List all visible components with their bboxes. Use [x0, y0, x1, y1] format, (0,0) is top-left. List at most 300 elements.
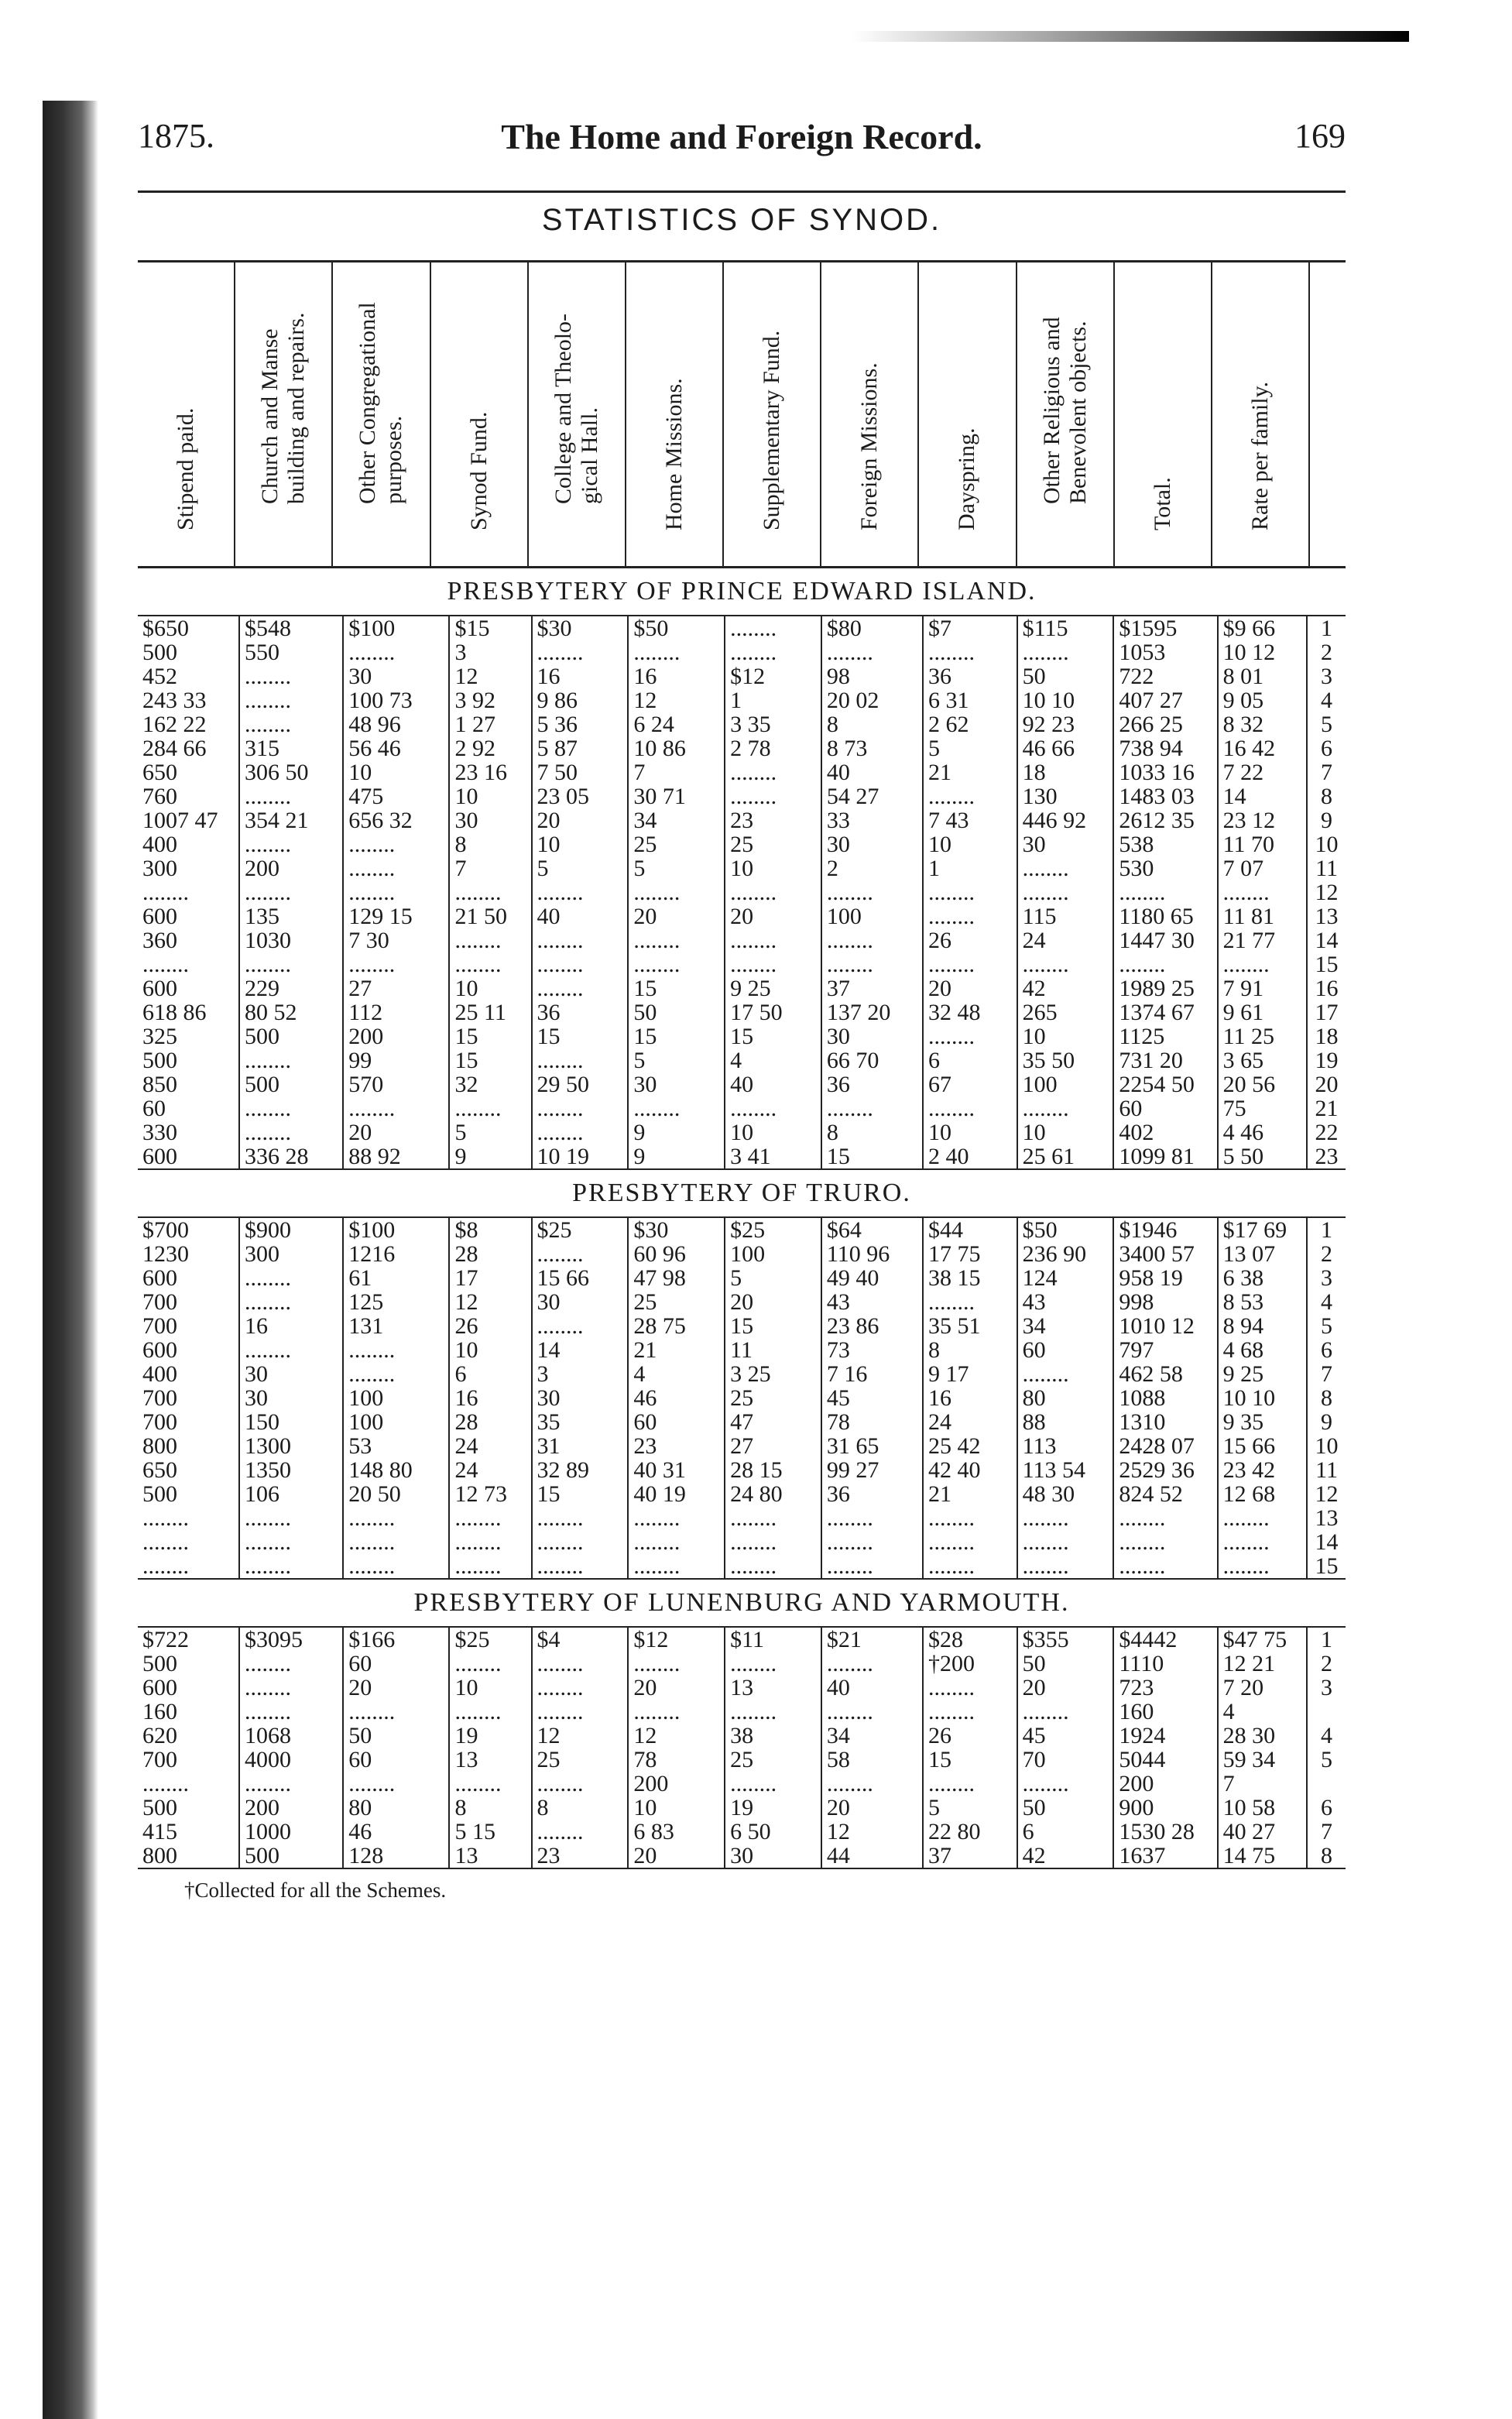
- table-row: [138, 1652, 1346, 1676]
- table-cell: 15: [923, 1748, 1017, 1772]
- table-cell: ........: [239, 1506, 343, 1530]
- table-cell: ........: [1017, 1506, 1114, 1530]
- table-cell: 1350: [239, 1458, 343, 1482]
- table-cell: ........: [449, 1096, 531, 1120]
- table-row: [138, 1482, 1346, 1506]
- table-cell: 1989 25: [1113, 976, 1217, 1000]
- table-cell: ........: [239, 664, 343, 688]
- table-cell: 5: [628, 1048, 725, 1072]
- table-cell: ........: [923, 1676, 1017, 1700]
- table-row: [138, 1362, 1346, 1386]
- table-cell: ........: [1017, 640, 1114, 664]
- table-cell: 15: [821, 1144, 923, 1169]
- table-cell: 29 50: [532, 1072, 629, 1096]
- table-cell: ........: [821, 880, 923, 904]
- table-cell: ........: [449, 880, 531, 904]
- table-cell: 40 31: [628, 1458, 725, 1482]
- table-cell: 40 19: [628, 1482, 725, 1506]
- table-cell: ........: [343, 1096, 449, 1120]
- table-cell: 31 65: [821, 1434, 923, 1458]
- congregation-number: 5: [1307, 1748, 1346, 1772]
- table-cell: 200: [239, 856, 343, 880]
- table-cell: ........: [628, 880, 725, 904]
- table-row: [138, 1458, 1346, 1482]
- table-row: [138, 856, 1346, 880]
- table-cell: 38: [725, 1724, 821, 1748]
- table-cell: ........: [725, 1506, 821, 1530]
- table-cell: ........: [142, 880, 189, 904]
- column-header-label: Other Religious and Benevolent objects.: [1038, 317, 1091, 504]
- table-cell: $30: [628, 1217, 725, 1242]
- table-cell: 1300: [239, 1434, 343, 1458]
- table-cell: ........: [343, 1530, 449, 1554]
- table-cell: $17 69: [1218, 1217, 1307, 1242]
- table-cell: ........: [628, 1096, 725, 1120]
- table-cell: 10 58: [1218, 1796, 1307, 1820]
- table-cell: 13: [449, 1748, 531, 1772]
- table-cell: 25 11: [449, 1000, 531, 1024]
- table-cell: $900: [239, 1217, 343, 1242]
- table-cell: 48 96: [343, 712, 449, 736]
- table-cell: 5 15: [449, 1820, 531, 1844]
- table-cell: ........: [449, 952, 531, 976]
- table-cell: 11 25: [1218, 1024, 1307, 1048]
- presbytery-sections: [138, 568, 1346, 1869]
- congregation-number: 1: [1307, 616, 1346, 640]
- table-cell: 7 16: [821, 1362, 923, 1386]
- table-cell: 200: [1113, 1772, 1217, 1796]
- table-cell: 7 07: [1218, 856, 1307, 880]
- statistics-table: [138, 615, 1346, 1170]
- table-cell: 60: [628, 1410, 725, 1434]
- table-cell: 3 25: [725, 1362, 821, 1386]
- table-cell: ........: [628, 1554, 725, 1579]
- table-cell: ........: [532, 976, 629, 1000]
- table-cell: 7 50: [532, 760, 629, 784]
- table-cell: 1125: [1113, 1024, 1217, 1048]
- table-cell: ........: [449, 1772, 531, 1796]
- table-cell: 407 27: [1113, 688, 1217, 712]
- congregation-number: 4: [1307, 1290, 1346, 1314]
- table-cell: 6 38: [1218, 1266, 1307, 1290]
- table-cell: 67: [923, 1072, 1017, 1096]
- table-cell: 30: [821, 1024, 923, 1048]
- table-cell: 160: [1113, 1700, 1217, 1724]
- table-cell: 50: [1017, 1652, 1114, 1676]
- table-cell: 66 70: [821, 1048, 923, 1072]
- table-cell: 17: [449, 1266, 531, 1290]
- table-cell: 34: [628, 808, 725, 832]
- table-cell: 265: [1017, 1000, 1114, 1024]
- table-cell: 24: [449, 1434, 531, 1458]
- table-cell: 25: [532, 1748, 629, 1772]
- congregation-number: 9: [1307, 808, 1346, 832]
- book-spine-shadow: [43, 101, 98, 2419]
- table-cell: 475: [343, 784, 449, 808]
- table-cell: 21: [923, 1482, 1017, 1506]
- table-cell: 10: [449, 1338, 531, 1362]
- table-cell: 24: [1017, 928, 1114, 952]
- table-cell: 570: [343, 1072, 449, 1096]
- table-cell: ........: [449, 1700, 531, 1724]
- table-cell: 2 40: [923, 1144, 1017, 1169]
- table-cell: 16: [923, 1386, 1017, 1410]
- table-cell: 200: [239, 1796, 343, 1820]
- table-cell: 900: [1113, 1796, 1217, 1820]
- table-cell: 236 90: [1017, 1242, 1114, 1266]
- table-cell: 150: [239, 1410, 343, 1434]
- table-cell: 2 62: [923, 712, 1017, 736]
- table-cell: $100: [343, 1217, 449, 1242]
- table-cell: 8: [821, 1120, 923, 1144]
- table-cell: 10 86: [628, 736, 725, 760]
- table-cell: 200: [343, 1024, 449, 1048]
- table-cell: ........: [532, 1530, 629, 1554]
- column-header: [722, 262, 820, 566]
- table-cell: 23: [628, 1434, 725, 1458]
- table-cell: 5: [449, 1120, 531, 1144]
- table-cell: 21: [628, 1338, 725, 1362]
- table-cell: 13: [449, 1844, 531, 1868]
- table-cell: ........: [725, 1530, 821, 1554]
- table-cell: ........: [239, 1554, 343, 1579]
- table-cell: 1216: [343, 1242, 449, 1266]
- table-cell: ........: [923, 952, 1017, 976]
- table-cell: 700: [142, 1748, 177, 1772]
- table-cell: ........: [1218, 1530, 1307, 1554]
- table-cell: ........: [1017, 1362, 1114, 1386]
- column-header-label: Other Congregational purposes.: [355, 302, 407, 504]
- table-cell: ........: [239, 1676, 343, 1700]
- table-cell: 8: [821, 712, 923, 736]
- table-cell: 3400 57: [1113, 1242, 1217, 1266]
- congregation-number: 6: [1307, 1338, 1346, 1362]
- congregation-number: 5: [1307, 712, 1346, 736]
- table-cell: 35: [532, 1410, 629, 1434]
- table-cell: 23 16: [449, 760, 531, 784]
- table-cell: 1030: [239, 928, 343, 952]
- congregation-number: 5: [1307, 1314, 1346, 1338]
- congregation-number: 4: [1307, 688, 1346, 712]
- table-cell: 13 07: [1218, 1242, 1307, 1266]
- table-cell: 34: [1017, 1314, 1114, 1338]
- table-cell: ........: [1017, 1530, 1114, 1554]
- table-cell: ........: [821, 1096, 923, 1120]
- table-cell: 23: [725, 808, 821, 832]
- table-cell: 5 50: [1218, 1144, 1307, 1169]
- table-cell: ........: [239, 880, 343, 904]
- table-cell: $4: [532, 1627, 629, 1652]
- table-cell: 28 75: [628, 1314, 725, 1338]
- table-cell: 113 54: [1017, 1458, 1114, 1482]
- table-row: [138, 664, 1346, 688]
- table-cell: 1007 47: [142, 808, 218, 832]
- table-cell: 1530 28: [1113, 1820, 1217, 1844]
- table-cell: 60: [1017, 1338, 1114, 1362]
- table-cell: ........: [138, 1554, 239, 1579]
- table-cell: $166: [343, 1627, 449, 1652]
- congregation-number: 14: [1307, 1530, 1346, 1554]
- table-cell: ........: [343, 640, 449, 664]
- table-row: [138, 1724, 1346, 1748]
- table-cell: $548: [239, 616, 343, 640]
- table-cell: 30: [449, 808, 531, 832]
- table-cell: 16 42: [1218, 736, 1307, 760]
- table-cell: ........: [725, 616, 821, 640]
- table-cell: 722: [1113, 664, 1217, 688]
- congregation-number: 3: [1307, 1266, 1346, 1290]
- congregation-number: 19: [1307, 1048, 1346, 1072]
- congregation-number: 2: [1307, 640, 1346, 664]
- table-cell: ........: [239, 1530, 343, 1554]
- column-header-label: Home Missions.: [660, 378, 687, 530]
- table-cell: 400: [142, 1362, 177, 1386]
- table-row: [138, 760, 1346, 784]
- table-cell: ........: [923, 1700, 1017, 1724]
- table-cell: ........: [239, 952, 343, 976]
- table-row: [138, 1266, 1346, 1290]
- column-header: [527, 262, 625, 566]
- table-cell: ........: [239, 1652, 343, 1676]
- table-cell: ........: [343, 1338, 449, 1362]
- table-cell: 42: [1017, 976, 1114, 1000]
- table-row: [138, 1000, 1346, 1024]
- table-cell: 88 92: [343, 1144, 449, 1169]
- table-cell: ........: [1017, 1700, 1114, 1724]
- table-cell: ........: [821, 1700, 923, 1724]
- congregation-number: 21: [1307, 1096, 1346, 1120]
- table-cell: 61: [343, 1266, 449, 1290]
- table-cell: 18: [1017, 760, 1114, 784]
- table-cell: 11 81: [1218, 904, 1307, 928]
- table-cell: ........: [449, 1554, 531, 1579]
- table-cell: ........: [239, 712, 343, 736]
- column-headers: [138, 260, 1346, 568]
- table-cell: 24 80: [725, 1482, 821, 1506]
- table-cell: 8: [532, 1796, 629, 1820]
- table-cell: 36: [532, 1000, 629, 1024]
- table-cell: 2254 50: [1113, 1072, 1217, 1096]
- table-cell: 20: [343, 1120, 449, 1144]
- table-cell: 5044: [1113, 1748, 1217, 1772]
- table-cell: 336 28: [239, 1144, 343, 1169]
- table-cell: 23 05: [532, 784, 629, 808]
- table-cell: 30: [343, 664, 449, 688]
- table-row: [138, 1386, 1346, 1410]
- table-cell: 46 66: [1017, 736, 1114, 760]
- table-cell: 47 98: [628, 1266, 725, 1290]
- table-cell: 35 50: [1017, 1048, 1114, 1072]
- table-cell: 50: [343, 1724, 449, 1748]
- table-cell: 56 46: [343, 736, 449, 760]
- table-cell: 40: [821, 1676, 923, 1700]
- table-cell: 47: [725, 1410, 821, 1434]
- table-cell: 100: [343, 1386, 449, 1410]
- table-cell: 8 01: [1218, 664, 1307, 688]
- table-cell: 656 32: [343, 808, 449, 832]
- congregation-number: 10: [1307, 832, 1346, 856]
- table-cell: 850: [142, 1072, 177, 1096]
- table-cell: ........: [449, 1530, 531, 1554]
- table-cell: ........: [532, 1772, 629, 1796]
- column-header-label: College and Theolo- gical Hall.: [550, 313, 602, 504]
- congregation-number: 2: [1307, 1242, 1346, 1266]
- table-cell: 9 05: [1218, 688, 1307, 712]
- table-cell: ........: [628, 1700, 725, 1724]
- table-cell: 54 27: [821, 784, 923, 808]
- table-cell: ........: [725, 1700, 821, 1724]
- table-cell: 2529 36: [1113, 1458, 1217, 1482]
- table-cell: 75: [1218, 1096, 1307, 1120]
- table-cell: $25: [449, 1627, 531, 1652]
- congregation-number: 20: [1307, 1072, 1346, 1096]
- table-cell: ........: [923, 904, 1017, 928]
- table-cell: 550: [239, 640, 343, 664]
- table-cell: 16: [239, 1314, 343, 1338]
- table-cell: 3 41: [725, 1144, 821, 1169]
- table-cell: 800: [142, 1434, 177, 1458]
- table-cell: ........: [532, 952, 629, 976]
- statistics-table: [138, 1626, 1346, 1869]
- table-cell: 1180 65: [1113, 904, 1217, 928]
- table-cell: 131: [343, 1314, 449, 1338]
- table-row: [138, 1700, 1346, 1724]
- table-cell: 128: [343, 1844, 449, 1868]
- table-cell: 650: [142, 1458, 177, 1482]
- table-row: [138, 640, 1346, 664]
- table-cell: 24: [449, 1458, 531, 1482]
- table-cell: 88: [1017, 1410, 1114, 1434]
- table-cell: ........: [1218, 1506, 1307, 1530]
- table-cell: ........: [532, 640, 629, 664]
- table-cell: 10: [1017, 1024, 1114, 1048]
- table-cell: ........: [821, 1772, 923, 1796]
- table-cell: ........: [725, 760, 821, 784]
- table-cell: 20: [1017, 1676, 1114, 1700]
- table-cell: 1068: [239, 1724, 343, 1748]
- table-cell: 10 10: [1218, 1386, 1307, 1410]
- table-cell: 45: [821, 1386, 923, 1410]
- table-cell: ........: [449, 928, 531, 952]
- table-cell: 10: [923, 1120, 1017, 1144]
- table-row: [138, 1120, 1346, 1144]
- table-cell: 10: [449, 1676, 531, 1700]
- table-cell: 50: [1017, 664, 1114, 688]
- table-cell: 20: [725, 1290, 821, 1314]
- congregation-number: 6: [1307, 1796, 1346, 1820]
- table-cell: 23 86: [821, 1314, 923, 1338]
- table-cell: 731 20: [1113, 1048, 1217, 1072]
- table-cell: ........: [532, 1820, 629, 1844]
- table-cell: 9 25: [725, 976, 821, 1000]
- table-cell: 300: [239, 1242, 343, 1266]
- table-cell: 500: [142, 1652, 177, 1676]
- column-header-label: Supplementary Fund.: [759, 330, 785, 530]
- table-cell: 30: [239, 1362, 343, 1386]
- table-cell: ........: [628, 928, 725, 952]
- column-header: [1016, 262, 1113, 566]
- table-cell: 25: [628, 832, 725, 856]
- table-cell: $4442: [1113, 1627, 1217, 1652]
- table-row: [138, 832, 1346, 856]
- table-cell: 3: [449, 640, 531, 664]
- table-cell: 40: [532, 904, 629, 928]
- table-cell: 10: [628, 1796, 725, 1820]
- header-rule: [138, 190, 1346, 193]
- footnote: †Collected for all the Schemes.: [184, 1879, 447, 1902]
- congregation-number: 16: [1307, 976, 1346, 1000]
- table-cell: 1033 16: [1113, 760, 1217, 784]
- table-cell: 80: [1017, 1386, 1114, 1410]
- table-cell: ........: [239, 1266, 343, 1290]
- congregation-number: 15: [1307, 1554, 1346, 1579]
- table-cell: 60: [343, 1748, 449, 1772]
- table-cell: 15: [532, 1024, 629, 1048]
- column-header-label: Dayspring.: [954, 427, 980, 530]
- table-cell: $9 66: [1218, 616, 1307, 640]
- table-cell: 15 66: [532, 1266, 629, 1290]
- table-cell: 1: [923, 856, 1017, 880]
- table-cell: ........: [1218, 952, 1307, 976]
- table-cell: 92 23: [1017, 712, 1114, 736]
- table-cell: 500: [142, 640, 177, 664]
- statistics-table: [138, 1216, 1346, 1580]
- table-cell: 20: [725, 904, 821, 928]
- table-cell: 37: [821, 976, 923, 1000]
- table-cell: ........: [923, 784, 1017, 808]
- table-cell: 500: [142, 1482, 177, 1506]
- table-cell: ........: [532, 1096, 629, 1120]
- table-cell: 5: [923, 1796, 1017, 1820]
- table-cell: 10: [1017, 1120, 1114, 1144]
- table-row: [138, 1072, 1346, 1096]
- table-cell: 70: [1017, 1748, 1114, 1772]
- table-cell: ........: [343, 880, 449, 904]
- table-cell: 15: [532, 1482, 629, 1506]
- table-cell: 5 87: [532, 736, 629, 760]
- table-cell: 48 30: [1017, 1482, 1114, 1506]
- congregation-number: [1307, 1772, 1346, 1796]
- congregation-number: 13: [1307, 1506, 1346, 1530]
- table-cell: 100: [1017, 1072, 1114, 1096]
- table-cell: ........: [1113, 952, 1217, 976]
- table-cell: ........: [923, 1290, 1017, 1314]
- table-cell: ........: [343, 1772, 449, 1796]
- table-cell: 15 66: [1218, 1434, 1307, 1458]
- table-cell: 43: [1017, 1290, 1114, 1314]
- table-cell: ........: [821, 928, 923, 952]
- congregation-number: [1307, 1700, 1346, 1724]
- table-cell: 700: [142, 1314, 177, 1338]
- table-cell: 5 36: [532, 712, 629, 736]
- table-cell: 32 48: [923, 1000, 1017, 1024]
- table-cell: 10 10: [1017, 688, 1114, 712]
- table-cell: 5: [725, 1266, 821, 1290]
- table-cell: 2 78: [725, 736, 821, 760]
- table-cell: ........: [923, 640, 1017, 664]
- table-cell: 27: [343, 976, 449, 1000]
- table-cell: 9: [628, 1120, 725, 1144]
- table-cell: ........: [142, 1506, 189, 1530]
- table-cell: 14: [1218, 784, 1307, 808]
- table-cell: ........: [923, 1554, 1017, 1579]
- table-cell: 5: [532, 856, 629, 880]
- table-cell: 330: [142, 1120, 177, 1144]
- table-row: [138, 880, 1346, 904]
- page-number: 169: [1294, 117, 1346, 155]
- table-cell: 9: [449, 1144, 531, 1169]
- table-cell: 14: [532, 1338, 629, 1362]
